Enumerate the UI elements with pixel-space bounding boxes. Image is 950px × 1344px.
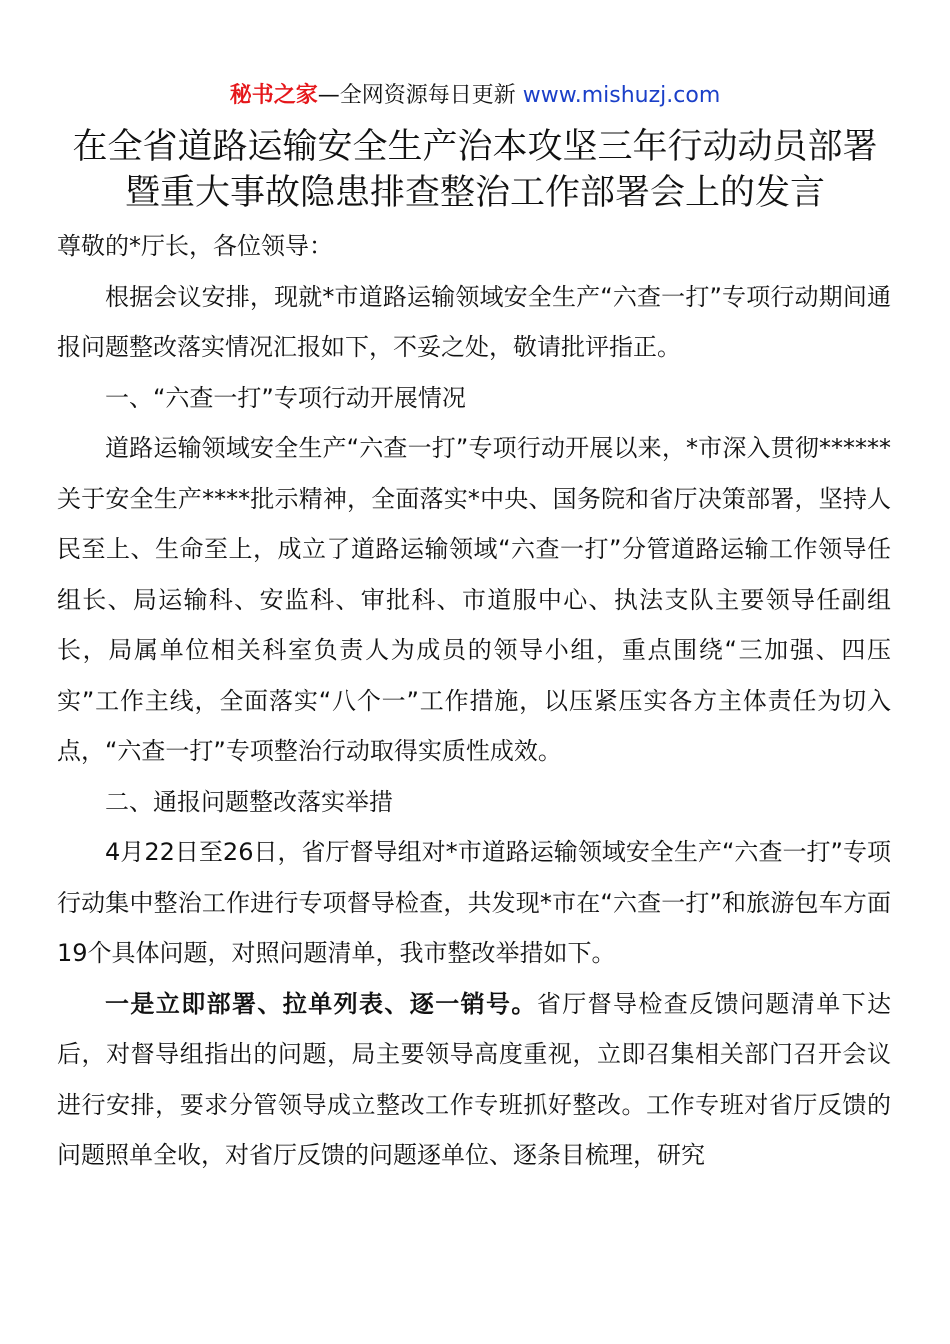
section-2-paragraph: 4月22日至26日，省厅督导组对*市道路运输领域安全生产“六查一打”专项行动集中整治工作进行专项督导检查，共发现*市在“六查一打”和旅游包车方面19个具体问题，对照问题清单，我市整改举措如下。 [57, 838, 891, 967]
measure-1-lead: 一是立即部署、拉单列表、逐一销号。 [105, 989, 537, 1018]
measure-1-body: 省厅督导检查反馈问题清单下达后，对督导组指出的问题，局主要领导高度重视，立即召集相关部门召开会议进行安排，要求分管领导成立整改工作专班抓好整改。工作专班对省厅反馈的问题照单全收，对省厅反馈的问题逐单位、逐条目梳理，研究 [57, 989, 892, 1169]
section-1-heading: 一、“六查一打”专项行动开展情况 [105, 383, 466, 412]
measure-1-paragraph [57, 979, 891, 1181]
document-title [0, 124, 950, 216]
site-url-link[interactable]: www.mishuzj.com [522, 83, 721, 108]
section-1-paragraph: 道路运输领域安全生产“六查一打”专项行动开展以来，*市深入贯彻******关于安全生产****批示精神，全面落实*中央、国务院和省厅决策部署，坚持人民至上、生命至上，成立了道路运输领域“六查一打”分管道路运输工作领导任组长、局运输科、安监科、审批科、市道服中心、执法支队主要领导任副组长，局属单位相关科室负责人为成员的领导小组，重点围绕“三加强、四压实”工作主线，全面落实“八个一”工作措施，以压紧压实各方主体责任为切入点，“六查一打”专项整治行动取得实质性成效。 [57, 434, 891, 765]
title-line-1: 在全省道路运输安全生产治本攻坚三年行动动员部署 [72, 127, 878, 167]
title-line-2: 暨重大事故隐患排查整治工作部署会上的发言 [124, 173, 825, 213]
brand-name: 秘书之家 [229, 83, 318, 108]
header-tagline: —全网资源每日更新 [317, 83, 523, 108]
section-2-heading: 二、通报问题整改落实举措 [105, 787, 393, 816]
intro-paragraph: 根据会议安排，现就*市道路运输领域安全生产“六查一打”专项行动期间通报问题整改落实情况汇报如下，不妥之处，敬请批评指正。 [57, 282, 891, 361]
site-header [0, 80, 950, 112]
salutation: 尊敬的*厅长，各位领导： [57, 232, 333, 260]
document-body [57, 221, 891, 1181]
